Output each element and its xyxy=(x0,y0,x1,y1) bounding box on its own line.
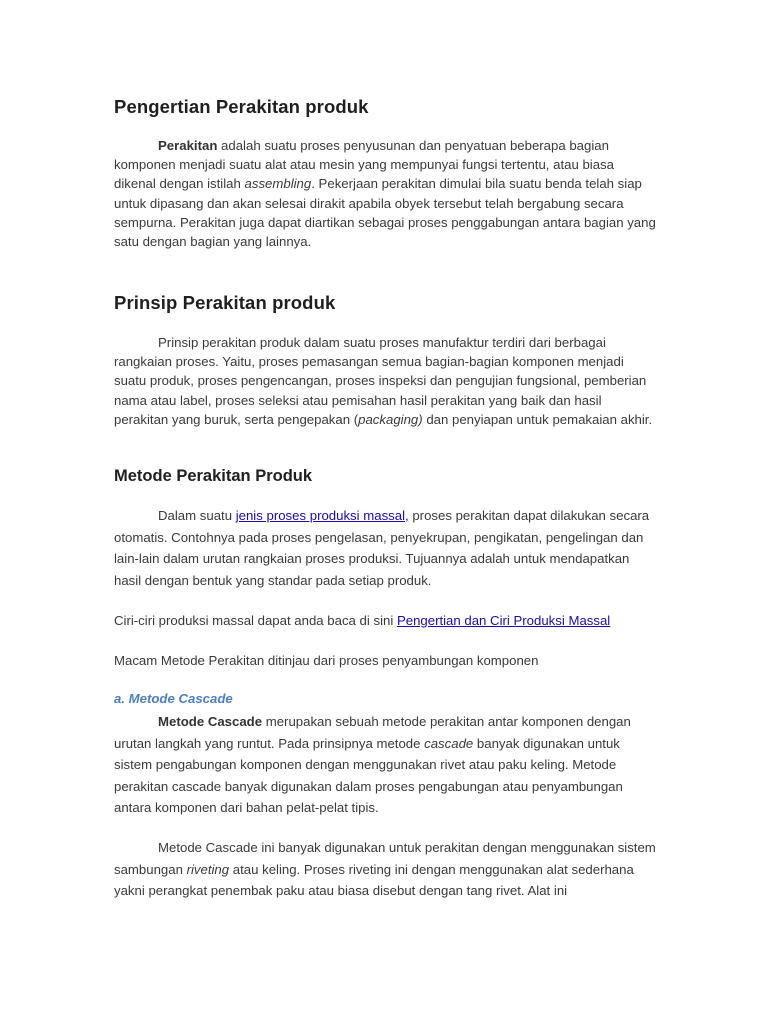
paragraph-text: Dalam suatu xyxy=(158,508,236,523)
paragraph-cascade-riveting xyxy=(114,837,659,902)
section-title-prinsip: Prinsip Perakitan produk xyxy=(114,292,336,313)
paragraph-text: adalah suatu proses penyusunan dan penyatuan beberapa bagian komponen menjadi suatu alat atau mesin yang mempunyai fungsi tertentu, atau biasa dikenal dengan istilah xyxy=(114,138,614,192)
paragraph-text: atau keling. Proses riveting ini dengan menggunakan alat sederhana yakni perangkat penembak paku atau biasa disebut dengan tang rivet. Alat ini xyxy=(114,861,634,899)
paragraph-text: merupakan sebuah metode perakitan antar komponen dengan urutan langkah yang runtut. Pada prinsipnya metode xyxy=(114,714,631,751)
bold-term: Perakitan xyxy=(158,138,218,153)
paragraph-text: Prinsip perakitan produk dalam suatu proses manufaktur terdiri dari berbagai rangkaian proses. Yaitu, proses pemasangan semua bagian-bagian komponen menjadi suatu produk, proses pengencangan, proses inspeksi dan pengujian fungsional, pemberian nama atau label, proses seleksi atau pemisahan hasil perakitan yang baik dan hasil perakitan yang buruk, serta pengepakan ( xyxy=(114,335,647,427)
paragraph-text: banyak digunakan untuk sistem pengabungan komponen dengan menggunakan rivet atau paku keling. Metode perakitan cascade banyak digunakan dalam proses pengabungan atau penyambungan antara komponen dari bahan pelat-pelat tipis. xyxy=(114,735,623,816)
italic-term: riveting xyxy=(186,861,230,877)
italic-term: assembling xyxy=(244,176,312,192)
italic-term: packaging) xyxy=(358,411,423,427)
paragraph-prinsip xyxy=(114,333,659,429)
section-title-pengertian: Pengertian Perakitan produk xyxy=(114,96,369,117)
paragraph-metode-cascade xyxy=(114,711,659,819)
bold-term: Metode Cascade xyxy=(158,714,263,729)
paragraph-text: Ciri-ciri produksi massal dapat anda baca di sini xyxy=(114,613,397,628)
paragraph-text: dan penyiapan untuk pemakaian akhir. xyxy=(422,411,653,427)
paragraph-macam-metode: Macam Metode Perakitan ditinjau dari proses penyambungan komponen xyxy=(114,653,539,668)
paragraph-text: . Pekerjaan perakitan dimulai bila suatu benda telah siap untuk dipasang dan akan selesai dirakit apabila obyek tersebut telah bergabung secara sempurna. Perakitan juga dapat diartikan sebagai proses penggabungan antara bagian yang satu dengan bagian yang lainnya. xyxy=(114,176,656,250)
paragraph-text: Metode Cascade ini banyak digunakan untuk perakitan dengan menggunakan sistem sambungan xyxy=(114,840,656,877)
italic-term: cascade xyxy=(424,735,474,751)
paragraph-text: proses perakitan dapat dilakukan secara otomatis. Contohnya pada proses pengelasan, penyekrupan, pengikatan, pengelingan dan lain-lain dalam urutan rangkaian proses produksi. Tujuannya adalah untuk mendapatkan hasil dengan bentuk yang standar pada setiap produk. xyxy=(114,508,650,588)
link-pengertian-ciri-produksi-massal[interactable]: Pengertian dan Ciri Produksi Massal xyxy=(396,613,611,628)
paragraph-ciri-ciri xyxy=(114,611,659,630)
paragraph-metode-intro xyxy=(114,505,659,591)
section-title-metode: Metode Perakitan Produk xyxy=(114,467,313,485)
link-jenis-proses-produksi-massal[interactable]: jenis proses produksi massal, xyxy=(235,508,409,523)
subheading-metode-cascade: a. Metode Cascade xyxy=(114,691,233,706)
paragraph-pengertian xyxy=(114,136,659,251)
